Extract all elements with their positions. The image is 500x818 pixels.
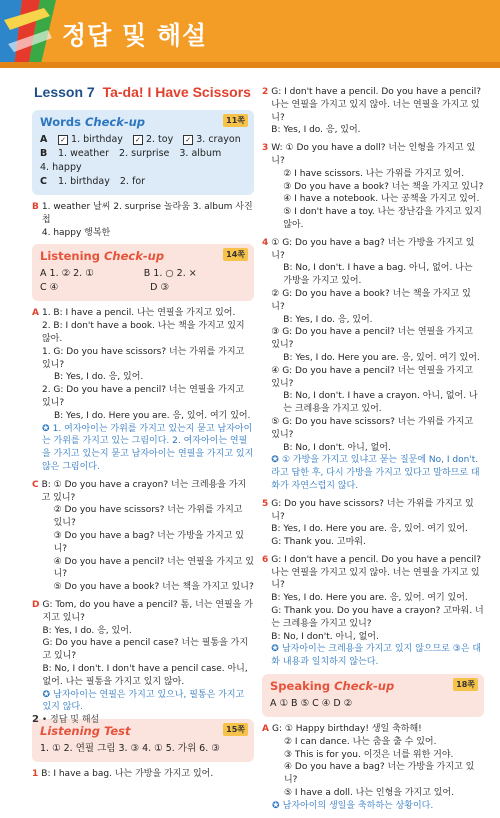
test-answer-2: 2 G: I don't have a pencil. Do you have a pencil? 나는 연필을 가지고 있지 않아. 너는 연필을 가지고 있니? B: Yes, I do. 응, 있어. xyxy=(262,87,482,136)
explanation-note: ✪ 남자아이는 연필은 가지고 있으나, 필통은 가지고 있지 않다. xyxy=(42,689,245,713)
check-item: ✓ 1. birthday xyxy=(58,133,123,147)
page-badge: 15쪽 xyxy=(223,723,248,736)
test-answer-3: 3 W: ① Do you have a doll? 너는 인형을 가지고 있니? ② I have scissors. 나는 가위를 가지고 있어. ③ Do you have a book? 너는 책을 가지고 있니? ④ I have a notebook. 나는 공책을 가지고 있어. ⑤ I don't have a toy. 나는 장난감을 가지고 있지 않아. xyxy=(262,143,484,230)
listening-test-title: Listening Test xyxy=(40,724,131,739)
speaking-checkup-title: Speaking Check-up xyxy=(270,679,395,694)
page-footer xyxy=(32,712,99,725)
answer-a: A 1. B: I have a pencil. 나는 연필을 가지고 있어. 2. B: I don't have a book. 나는 책을 가지고 있지 않아. 1. G: Do you have scissors? 너는 가위를 가지고 있니? B: Yes, I do. 응, 있어. 2. G: Do you have a pencil? 너는 연필을 가지고 있니? B: Yes, I do. Here you are. 응, 있어. 여기 있어. ✪ 1. 여자아이는 가위를 가지고 있는지 묻고 남자아이는 가위를 가지고 있는 그림이다. 2. 여자아이는 연필을 가지고 있는지 묻고 남자아이는 연필을 가지고 있지 않은 그림이다. xyxy=(32,308,254,472)
test-answer-5: 5 G: Do you have scissors? 너는 가위를 가지고 있니? B: Yes, I do. Here you are. 응, 있어. 여기 있어. G: Thank you. 고마워. xyxy=(262,498,474,548)
note-icon: ✪ xyxy=(42,689,54,700)
words-answer-b: B 1. weather 날씨 2. surprise 놀라움 3. album 사진첩 4. happy 행복한 xyxy=(32,202,253,238)
note-icon: ✪ xyxy=(271,644,282,655)
explanation-note: ✪ 1. 여자아이는 가위를 가지고 있는지 묻고 남자아이는 가위를 가지고 있는 그림이다. 2. 여자아이는 연필을 가지고 있는지 묻고 남자아이는 연필을 가지고 있지 않은 그림이다. xyxy=(41,423,254,472)
explanation-note: ✪ 남자아이의 생일을 축하하는 상황이다. xyxy=(271,800,434,811)
page-number: 2 xyxy=(32,714,39,725)
footer-bullet: • xyxy=(41,715,51,725)
speaking-answer-a: A G: ① Happy birthday! 생일 축하해! ② I can dance. 나는 춤을 출 수 있어. ③ This is for you. 이것은 너를 위한 거야. ④ Do you have a bag? 너는 가방을 가지고 있니? ⑤ I have a doll. 나는 인형을 가지고 있어. ✪ 남자아이의 생일을 축하하는 상황이다. xyxy=(262,723,484,813)
page-badge: 11쪽 xyxy=(223,114,248,127)
speaking-checkup-box: Speaking Check-up 18쪽 A ① B ⑤ C ④ D ② xyxy=(262,674,484,717)
answer-c: C B: ① Do you have a crayon? 너는 크레용을 가지고 있니? ② Do you have scissors? 너는 가위를 가지고 있니? ③ Do you have a bag? 너는 가방을 가지고 있니? ④ Do you have a pencil? 너는 연필을 가지고 있니? ⑤ Do you have a book? 너는 책을 가지고 있니? xyxy=(32,479,254,593)
words-row-b: B 1. weather 2. surprise 3. album 4. happy xyxy=(40,148,222,173)
header-stripe xyxy=(0,62,500,68)
footer-text: 정답 및 해설 xyxy=(50,715,100,725)
pencil-decoration-icon xyxy=(0,0,60,68)
answer-d: D G: Tom, do you have a pencil? 톰, 너는 연필을 가지고 있니? B: Yes, I do. 응, 있어. G: Do you have a pencil case? 너는 필통을 가지고 있니? B: No, I don't. I don't have a pencil case. 아니, 없어. 나는 필통을 가지고 있지 않아. ✪ 남자아이는 연필은 가지고 있으나, 필통은 가지고 있지 않다. xyxy=(32,599,253,713)
page-header xyxy=(0,0,500,68)
words-checkup-box xyxy=(32,110,254,195)
page-badge: 14쪽 xyxy=(223,248,248,261)
note-icon: ✪ xyxy=(271,800,283,811)
note-icon: ✪ xyxy=(271,455,282,466)
listening-test-box: Listening Test 15쪽 1. ① 2. 연필 그림 3. ③ 4. ① 5. 가위 6. ③ xyxy=(32,719,254,762)
test-answer-1: 1 B: I have a bag. 나는 가방을 가지고 있어. xyxy=(32,769,214,780)
words-checkup-title: Words Check-up xyxy=(40,115,146,129)
page-title: 정답 및 해설 xyxy=(62,21,208,50)
left-column xyxy=(32,80,254,786)
explanation-note: ✪ 남자아이는 크레용을 가지고 있지 않으므로 ③은 대화 내용과 일치하지 않는다. xyxy=(271,644,482,668)
check-icon: ✓ xyxy=(58,135,68,145)
listening-checkup-box: Listening Check-up 14쪽 A 1. ② 2. ① B 1. ○ 2. × C ④ D ③ xyxy=(32,244,254,301)
note-icon: ✪ xyxy=(41,423,53,434)
test-answer-4: 4 ① G: Do you have a bag? 너는 가방을 가지고 있니? B: No, I don't. I have a bag. 아니, 없어. 나는 가방을 가지고 있어. ② G: Do you have a book? 너는 책을 가지고 있니? B: Yes, I do. 응, 있어. ③ G: Do you have a pencil? 너는 연필을 가지고 있니? B: Yes, I do. Here you are. 응, 있어. 여기 있어. ④ G: Do you have a pencil? 너는 연필을 가지고 있니? B: No, I don't. I have a crayon. 아니, 없어. 나는 크레용을 가지고 있어. ⑤ G: Do you have scissors? 너는 가위를 가지고 있니? B: No, I don't. 아니, 없어. ✪ ① 가방을 가지고 있냐고 묻는 질문에 No, I don't.라고 답한 후, 다시 가방을 가지고 있다고 말하므로 대화가 자연스럽지 않다. xyxy=(262,237,484,493)
check-icon: ✓ xyxy=(133,135,143,145)
right-column xyxy=(262,84,484,818)
page-badge: 18쪽 xyxy=(453,678,478,691)
words-row-c: C 1. birthday 2. for xyxy=(40,176,146,187)
lesson-title xyxy=(34,84,254,100)
check-icon: ✓ xyxy=(183,135,193,145)
listening-checkup-title: Listening Check-up xyxy=(40,249,165,264)
words-row-a: A ✓ 1. birthday ✓ 2. toy ✓ 3. crayon xyxy=(40,134,241,145)
check-item: ✓ 2. toy xyxy=(133,133,173,147)
lesson-subtitle: Ta-da! I Have Scissors xyxy=(102,84,251,100)
test-answer-6: 6 G: I don't have a pencil. Do you have a pencil? 나는 연필을 가지고 있지 않아. 너는 연필을 가지고 있니? B: Yes, I do. Here you are. 응, 있어. 여기 있어. G: Thank you. Do you have a crayon? 고마워. 너는 크레용을 가지고 있니? B: No, I don't. 아니, 없어. ✪ 남자아이는 크레용을 가지고 있지 않으므로 ③은 대화 내용과 일치하지 않는다. xyxy=(262,554,484,668)
explanation-note: ✪ ① 가방을 가지고 있냐고 묻는 질문에 No, I don't.라고 답한 후, 다시 가방을 가지고 있다고 말하므로 대화가 자연스럽지 않다. xyxy=(271,455,480,491)
lesson-label: Lesson 7 xyxy=(34,84,95,100)
check-item: ✓ 3. crayon xyxy=(183,133,241,147)
